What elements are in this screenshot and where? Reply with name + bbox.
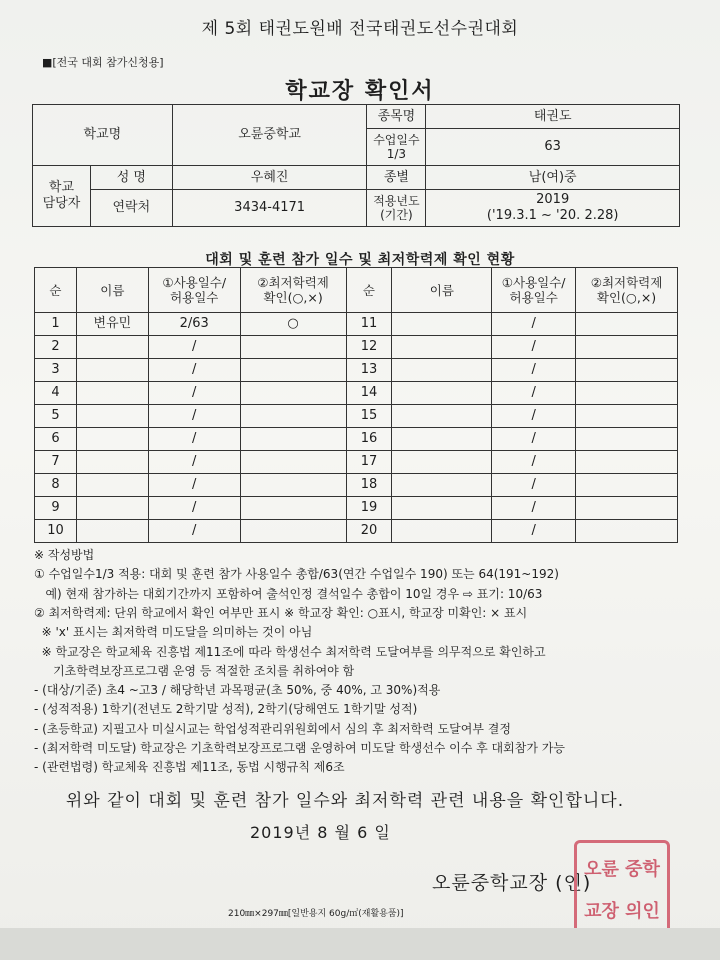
table-row [35,313,678,336]
athlete-name [76,474,148,497]
table-row [35,336,678,359]
table-row [35,428,678,451]
used-days: / [492,359,576,382]
school-name-value: 오륜중학교 [172,105,367,166]
athlete-name [76,405,148,428]
used-days: / [492,474,576,497]
seal-char: 오륜 [584,859,619,880]
header-days: ①사용일수/ 허용일수 [492,268,576,313]
year-period: ('19.3.1 ~ '20. 2.28) [486,208,619,223]
used-days: / [148,428,240,451]
used-days: / [492,451,576,474]
used-days: / [492,382,576,405]
academic-check [240,474,346,497]
used-days: 2/63 [148,313,240,336]
athlete-name [392,405,492,428]
row-number: 6 [35,428,77,451]
athlete-name [76,520,148,543]
instruction-line: ① 수업일수1/3 적용: 대회 및 훈련 참가 사용일수 총합/63(연간 수업일수 190) 또는 64(191~192) [34,567,559,582]
row-number: 13 [346,359,392,382]
used-days: / [492,405,576,428]
instruction-line: ※ 작성방법 [34,548,95,562]
athlete-name [392,451,492,474]
header-no: 순 [346,268,392,313]
instruction-line: - (대상/기준) 초4 ~고3 / 해당학년 과목평균(초 50%, 중 40%, 고 30%)적용 [34,683,441,698]
used-days: / [148,405,240,428]
academic-check [240,359,346,382]
row-number: 4 [35,382,77,405]
used-days: / [148,359,240,382]
seal-char: 교장 [584,901,619,922]
officer-name-value: 우혜진 [172,166,367,190]
row-number: 9 [35,497,77,520]
used-days: / [148,451,240,474]
table-row [35,359,678,382]
paper-spec: 210㎜×297㎜[일반용지 60g/㎡(재활용품)] [228,909,404,919]
year-cell [426,190,680,227]
academic-check [576,313,678,336]
athlete-name [76,359,148,382]
row-number: 5 [35,405,77,428]
academic-check [576,451,678,474]
division-value: 남(여)중 [426,166,680,190]
row-number: 15 [346,405,392,428]
table-header-row [35,268,678,313]
table-row [35,382,678,405]
used-days: / [148,497,240,520]
principal-signature-line: 오륜중학교장 (인) [432,872,592,894]
header-check: ②최저학력제 확인(○,×) [240,268,346,313]
participation-table [34,267,678,543]
used-days: / [492,313,576,336]
athlete-name [76,497,148,520]
academic-check [240,336,346,359]
used-days: / [148,520,240,543]
used-days: / [492,497,576,520]
row-number: 7 [35,451,77,474]
instruction-line: ※ 'x' 표시는 최저학력 미도달을 의미하는 것이 아님 [34,625,313,640]
academic-check [576,474,678,497]
row-number: 11 [346,313,392,336]
row-number: 1 [35,313,77,336]
academic-check [240,382,346,405]
officer-label: 학교 담당자 [33,166,91,227]
row-number: 20 [346,520,392,543]
school-days-value: 63 [426,129,680,166]
header-name: 이름 [76,268,148,313]
instruction-line: ② 최저학력제: 단위 학교에서 확인 여부만 표시 ※ 학교장 확인: ○표시, 학교장 미확인: × 표시 [34,605,528,620]
athlete-name [392,497,492,520]
division-label: 종별 [367,166,426,190]
row-number: 18 [346,474,392,497]
academic-check [240,428,346,451]
row-number: 10 [35,520,77,543]
row-number: 14 [346,382,392,405]
confirmation-statement: 위와 같이 대회 및 훈련 참가 일수와 최저학력 관련 내용을 확인합니다. [65,791,625,811]
officer-contact-label: 연락처 [90,190,172,227]
instruction-line: - (성적적용) 1학기(전년도 2학기말 성적), 2학기(당해연도 1학기말 성적) [34,702,418,717]
academic-check [240,405,346,428]
athlete-name [76,382,148,405]
year-label: 적용년도 (기간) [367,190,426,227]
document-title: 학교장 확인서 [285,79,435,104]
table-row [35,451,678,474]
used-days: / [148,336,240,359]
seal-char: 의인 [625,901,660,922]
header-name: 이름 [392,268,492,313]
academic-check [576,336,678,359]
event-value: 태권도 [426,105,680,129]
official-seal [574,840,670,938]
row-number: 3 [35,359,77,382]
athlete-name [392,474,492,497]
used-days: / [492,336,576,359]
athlete-name [76,428,148,451]
table-row [35,520,678,543]
instruction-line: - (최저학력 미도달) 학교장은 기초학력보장프로그램 운영하여 미도달 학생선수 이수 후 대회참가 가능 [34,741,565,755]
used-days: / [492,428,576,451]
school-info-table [32,104,680,227]
athlete-name [392,313,492,336]
school-name-label: 학교명 [33,105,173,166]
instruction-line: ※ 학교장은 학교체육 진흥법 제11조에 따라 학생선수 최저학력 도달여부를 의무적으로 확인하고 [34,644,546,659]
officer-name-label: 성 명 [90,166,172,190]
used-days: / [148,382,240,405]
event-title: 제 5회 태권도원배 전국태권도선수권대회 [201,19,519,39]
athlete-name: 변유민 [76,313,148,336]
status-section-title: 대회 및 훈련 참가 일수 및 최저학력제 확인 현황 [205,252,515,268]
row-number: 2 [35,336,77,359]
header-days: ①사용일수/ 허용일수 [148,268,240,313]
table-row [35,497,678,520]
year-value: 2019 [536,192,570,208]
row-number: 17 [346,451,392,474]
academic-check [576,428,678,451]
event-label: 종목명 [367,105,426,129]
academic-check [240,451,346,474]
header-no: 순 [35,268,77,313]
academic-check [576,520,678,543]
form-tag: ■[전국 대회 참가신청용] [42,56,164,69]
desk-surface [0,928,720,960]
athlete-name [392,428,492,451]
athlete-name [392,359,492,382]
athlete-name [76,336,148,359]
instruction-line: - (초등학교) 지필고사 미실시교는 학업성적관리위원회에서 심의 후 최저학력 도달여부 결정 [34,721,511,736]
seal-char: 중학 [625,859,660,880]
academic-check [576,359,678,382]
used-days: / [148,474,240,497]
row-number: 8 [35,474,77,497]
table-row [35,474,678,497]
confirmation-date: 2019년 8 월 6 일 [250,823,391,842]
used-days: / [492,520,576,543]
academic-check [240,520,346,543]
instruction-line: 예) 현재 참가하는 대회기간까지 포함하여 출석인정 결석일수 총합이 10일 경우 ⇨ 표기: 10/63 [34,586,543,601]
row-number: 19 [346,497,392,520]
athlete-name [392,520,492,543]
officer-contact-value: 3434-4171 [172,190,367,227]
table-row [35,405,678,428]
academic-check [576,382,678,405]
academic-check [576,405,678,428]
instruction-line: 기초학력보장프로그램 운영 등 적절한 조치를 취하여야 함 [34,663,355,678]
athlete-name [76,451,148,474]
row-number: 16 [346,428,392,451]
athlete-name [392,336,492,359]
athlete-name [392,382,492,405]
academic-check [240,497,346,520]
instruction-line: - (관련법령) 학교체육 진흥법 제11조, 동법 시행규칙 제6조 [34,760,345,775]
academic-check: ○ [240,313,346,336]
row-number: 12 [346,336,392,359]
header-check: ②최저학력제 확인(○,×) [576,268,678,313]
academic-check [576,497,678,520]
school-days-label: 수업일수 1/3 [367,129,426,166]
